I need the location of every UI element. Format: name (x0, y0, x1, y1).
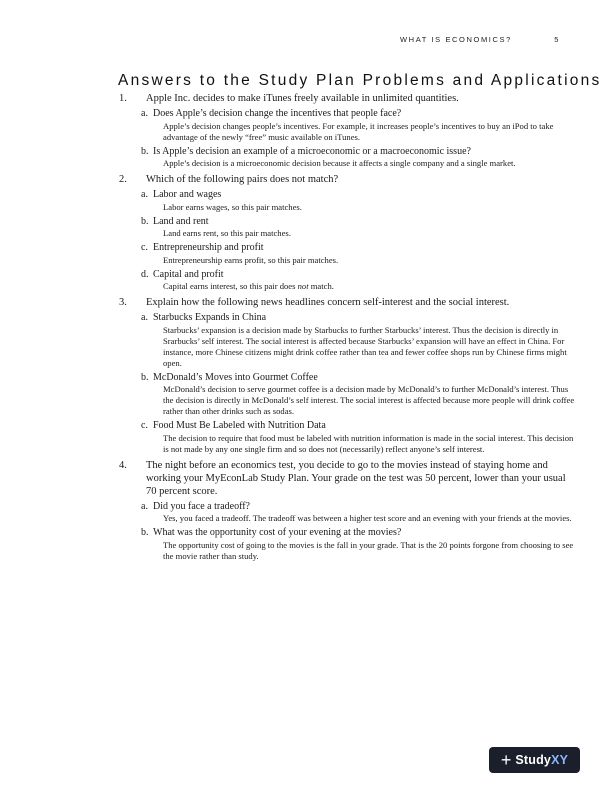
question-number: 2. (119, 174, 127, 185)
sub-question-text: Did you face a tradeoff? (153, 500, 250, 512)
answer-text-end: match. (308, 281, 334, 291)
sub-question-letter: b. (141, 215, 149, 227)
sub-question-text: Starbucks Expands in China (153, 312, 267, 323)
running-head (400, 35, 560, 44)
plus-icon: + (500, 750, 512, 770)
sub-question (135, 189, 577, 213)
answer-emphasis: not (297, 281, 309, 291)
question-text: Which of the following pairs does not match? (146, 174, 339, 185)
answer-text: Yes, you faced a tradeoff. The tradeoff was between a higher test score and an evening with your friends at the movies. (163, 513, 572, 523)
sub-question-letter: b. (141, 145, 149, 157)
question-item (119, 459, 577, 562)
answer-text: Land earns rent, so this pair matches. (163, 228, 291, 238)
sub-question-text: McDonald’s Moves into Gourmet Coffee (153, 371, 318, 383)
sub-question-letter: a. (141, 312, 148, 323)
sub-question-text: What was the opportunity cost of your evening at the movies? (153, 527, 402, 538)
logo-word-accent: XY (551, 753, 569, 767)
sub-question-text: Food Must Be Labeled with Nutrition Data (153, 420, 326, 431)
running-title: WHAT IS ECONOMICS? (400, 35, 512, 44)
question-number: 1. (119, 93, 127, 104)
sub-question (135, 312, 577, 369)
answer-text: McDonald’s decision to serve gourmet coffee is a decision made by McDonald’s to further McDonald’s interest. Thus the decision is directly in McDonald’s self interest. The social interest is affected because more people will drink coffee rather than other drinks such as sodas. (163, 384, 575, 416)
answers-list (119, 92, 577, 566)
sub-question (135, 146, 577, 170)
sub-question-letter: d. (141, 268, 149, 280)
sub-question-letter: a. (141, 189, 148, 200)
question-item (119, 173, 577, 292)
question-number: 4. (119, 459, 127, 471)
answer-text (153, 281, 577, 292)
sub-question-letter: b. (141, 527, 149, 538)
sub-question-text: Capital and profit (153, 268, 224, 280)
sub-question-text: Entrepreneurship and profit (153, 242, 264, 253)
sub-question-letter: c. (141, 420, 148, 431)
sub-question (135, 527, 577, 562)
question-item (119, 296, 577, 455)
studyxy-logo[interactable] (489, 747, 580, 773)
answer-text: Apple’s decision changes people’s incentives. For example, it increases people’s incentives to buy an iPod to take advantage of the newly “free” music available on iTunes. (163, 120, 554, 142)
sub-question (135, 420, 577, 455)
sub-question (135, 501, 577, 525)
sub-question (135, 108, 577, 143)
question-text: Apple Inc. decides to make iTunes freely available in unlimited quantities. (146, 93, 459, 104)
answer-text: Apple’s decision is a microeconomic decision because it affects a single company and a single market. (163, 158, 516, 168)
sub-question (135, 242, 577, 266)
answer-text-start: Capital earns interest, so this pair does (163, 281, 298, 291)
answer-text: The decision to require that food must be labeled with nutrition information is made in the social interest. This decision is not made by any one single firm and so does not (necessarily) reflect anyone’s self interest. (163, 432, 574, 454)
logo-word-main: Study (515, 753, 552, 767)
answer-text: Entrepreneurship earns profit, so this pair matches. (163, 254, 339, 265)
sub-question-letter: a. (141, 108, 148, 119)
sub-question-text: Does Apple’s decision change the incentives that people face? (153, 108, 402, 119)
answer-text: Starbucks’ expansion is a decision made by Starbucks to further Starbucks’ interest. Thus the decision is directly in Srarbucks’ self interest. The social interest is affected because Starbucks’ expansion will have an effect in China. For instance, more Chinese citizens might drink coffee rather than tea and fewer coffee shops run by Chinese firms might open. (163, 324, 567, 368)
answer-text: Labor earns wages, so this pair matches. (163, 201, 302, 212)
sub-question (135, 269, 577, 293)
sub-question (135, 372, 577, 418)
question-item (119, 92, 577, 169)
logo-wordmark (515, 753, 568, 767)
sub-question (135, 216, 577, 240)
sub-question-letter: a. (141, 500, 148, 512)
answer-text: The opportunity cost of going to the movies is the fall in your grade. That is the 20 points forgone from choosing to see the movie rather than study. (163, 539, 574, 561)
question-number: 3. (119, 297, 127, 308)
page-number: 5 (554, 35, 560, 44)
sub-question-letter: b. (141, 371, 149, 383)
sub-question-text: Labor and wages (153, 189, 222, 200)
sub-question-text: Is Apple’s decision an example of a microeconomic or a macroeconomic issue? (153, 145, 471, 157)
question-text: Explain how the following news headlines concern self-interest and the social interest. (146, 297, 510, 308)
question-text: The night before an economics test, you decide to go to the movies instead of staying home and working your MyEconLab Study Plan. Your grade on the test was 50 percent, lower than your usual 70 percent score. (146, 459, 566, 497)
section-title: Answers to the Study Plan Problems and Applications (118, 72, 602, 89)
sub-question-text: Land and rent (153, 215, 209, 227)
sub-question-letter: c. (141, 242, 148, 253)
